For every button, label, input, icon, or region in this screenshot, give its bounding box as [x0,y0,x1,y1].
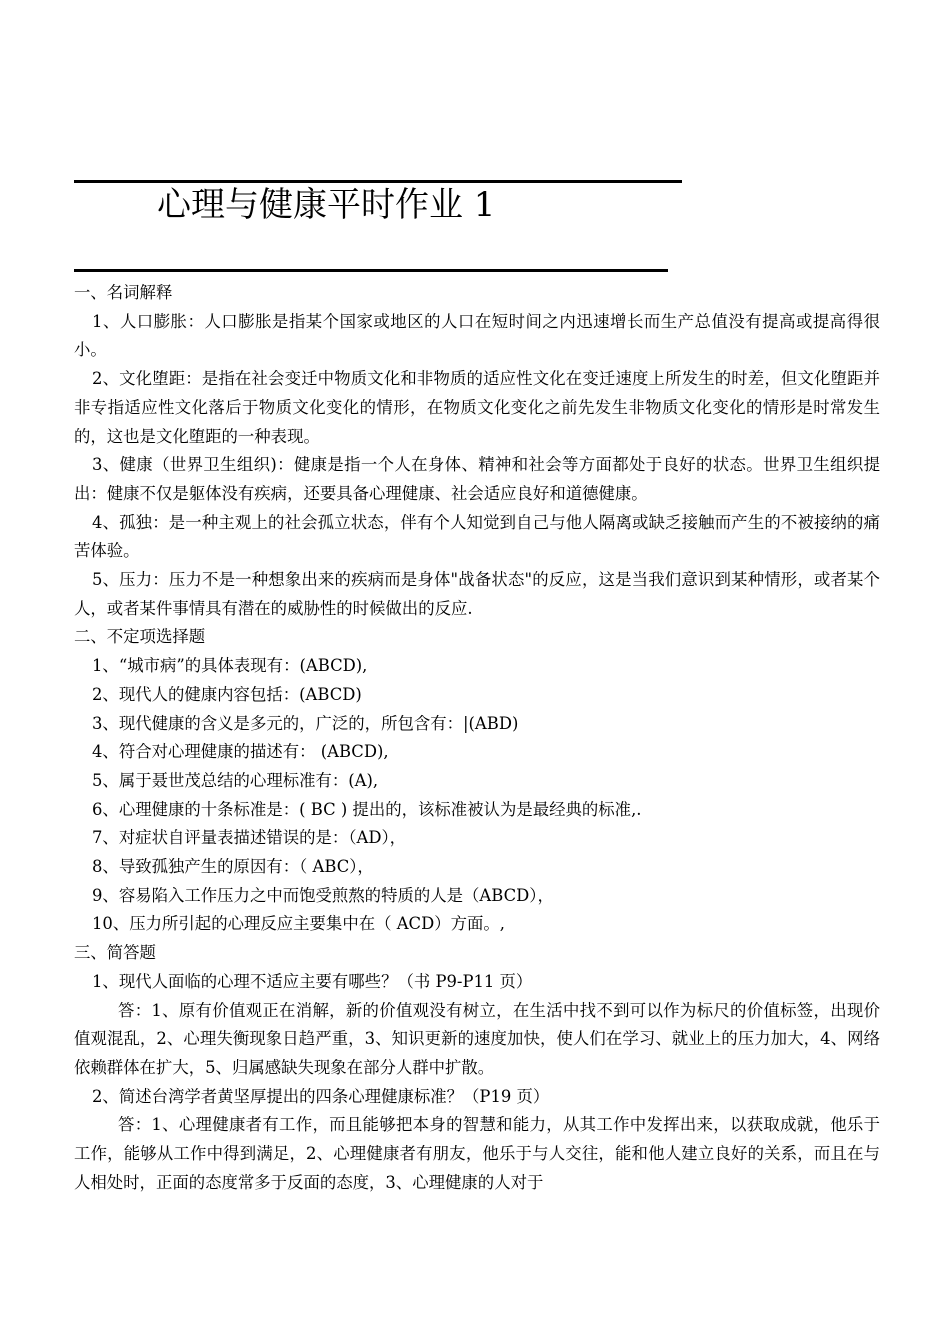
choice-item: 7、对症状自评量表描述错误的是：（AD）， [92,828,407,848]
term-item: 5、压力：压力不是一种想象出来的疾病而是身体"战备状态"的反应，这是当我们意识到某种情形，或者某个人，或者某件事情具有潜在的威胁性的时候做出的反应. [74,570,880,618]
document-body [74,279,880,1198]
choice-item: 2、现代人的健康内容包括：(ABCD) [92,684,362,704]
choice-item: 5、属于聂世茂总结的心理标准有：(A), [92,770,379,790]
choice-item: 8、导致孤独产生的原因有：（ ABC）， [92,857,374,877]
choice-item: 3、现代健康的含义是多元的，广泛的，所包含有：|(ABD) [92,713,519,733]
page-title: 心理与健康平时作业 1 [157,185,496,225]
term-item: 2、文化堕距：是指在社会变迁中物质文化和非物质的适应性文化在变迁速度上所发生的时差，但文化堕距并非专指适应性文化落后于物质文化变化的情形，在物质文化变化之前先发生非物质文化变化的情形是时常发生的，这也是文化堕距的一种表现。 [74,369,880,446]
section-heading-choice: 二、不定项选择题 [74,627,206,647]
choice-item: 1、“城市病”的具体表现有：(ABCD), [92,656,368,676]
answer-2: 答：1、心理健康者有工作，而且能够把本身的智慧和能力，从其工作中发挥出来，以获取成就，他乐于工作，能够从工作中得到满足，2、心理健康者有朋友，他乐于与人交往，能和他人建立良好的关系，而且在与人相处时，正面的态度常多于反面的态度，3、心理健康的人对于 [74,1115,880,1192]
term-item: 1、人口膨胀：人口膨胀是指某个国家或地区的人口在短时间之内迅速增长而生产总值没有提高或提高得很小。 [74,311,880,360]
section-heading-short-answer: 三、简答题 [74,943,156,963]
choice-item: 10、压力所引起的心理反应主要集中在（ ACD）方面。, [92,914,505,934]
question-1: 1、现代人面临的心理不适应主要有哪些？（书 P9-P11 页） [92,971,533,991]
choice-item: 9、容易陷入工作压力之中而饱受煎熬的特质的人是（ABCD）， [92,885,554,905]
choice-item: 6、心理健康的十条标准是：( BC ) 提出的，该标准被认为是最经典的标准,. [92,799,642,819]
section-heading-terms: 一、名词解释 [74,283,173,302]
term-item: 4、孤独：是一种主观上的社会孤立状态，伴有个人知觉到自己与他人隔离或缺乏接触而产生的不被接纳的痛苦体验。 [74,512,880,561]
choice-item: 4、符合对心理健康的描述有： (ABCD), [92,742,389,762]
question-2: 2、简述台湾学者黄坚厚提出的四条心理健康标准？（P19 页） [92,1086,550,1106]
term-item: 3、健康（世界卫生组织)：健康是指一个人在身体、精神和社会等方面都处于良好的状态。世界卫生组织提出：健康不仅是躯体没有疾病，还要具备心理健康、社会适应良好和道德健康。 [74,455,880,503]
title-bottom-rule [74,269,668,272]
answer-1: 答：1、原有价值观正在消解，新的价值观没有树立，在生活中找不到可以作为标尺的价值标签，出现价值观混乱，2、心理失衡现象日趋严重，3、知识更新的速度加快，使人们在学习、就业上的压力加大，4、网络依赖群体在扩大，5、归属感缺失现象在部分人群中扩散。 [74,1000,880,1077]
